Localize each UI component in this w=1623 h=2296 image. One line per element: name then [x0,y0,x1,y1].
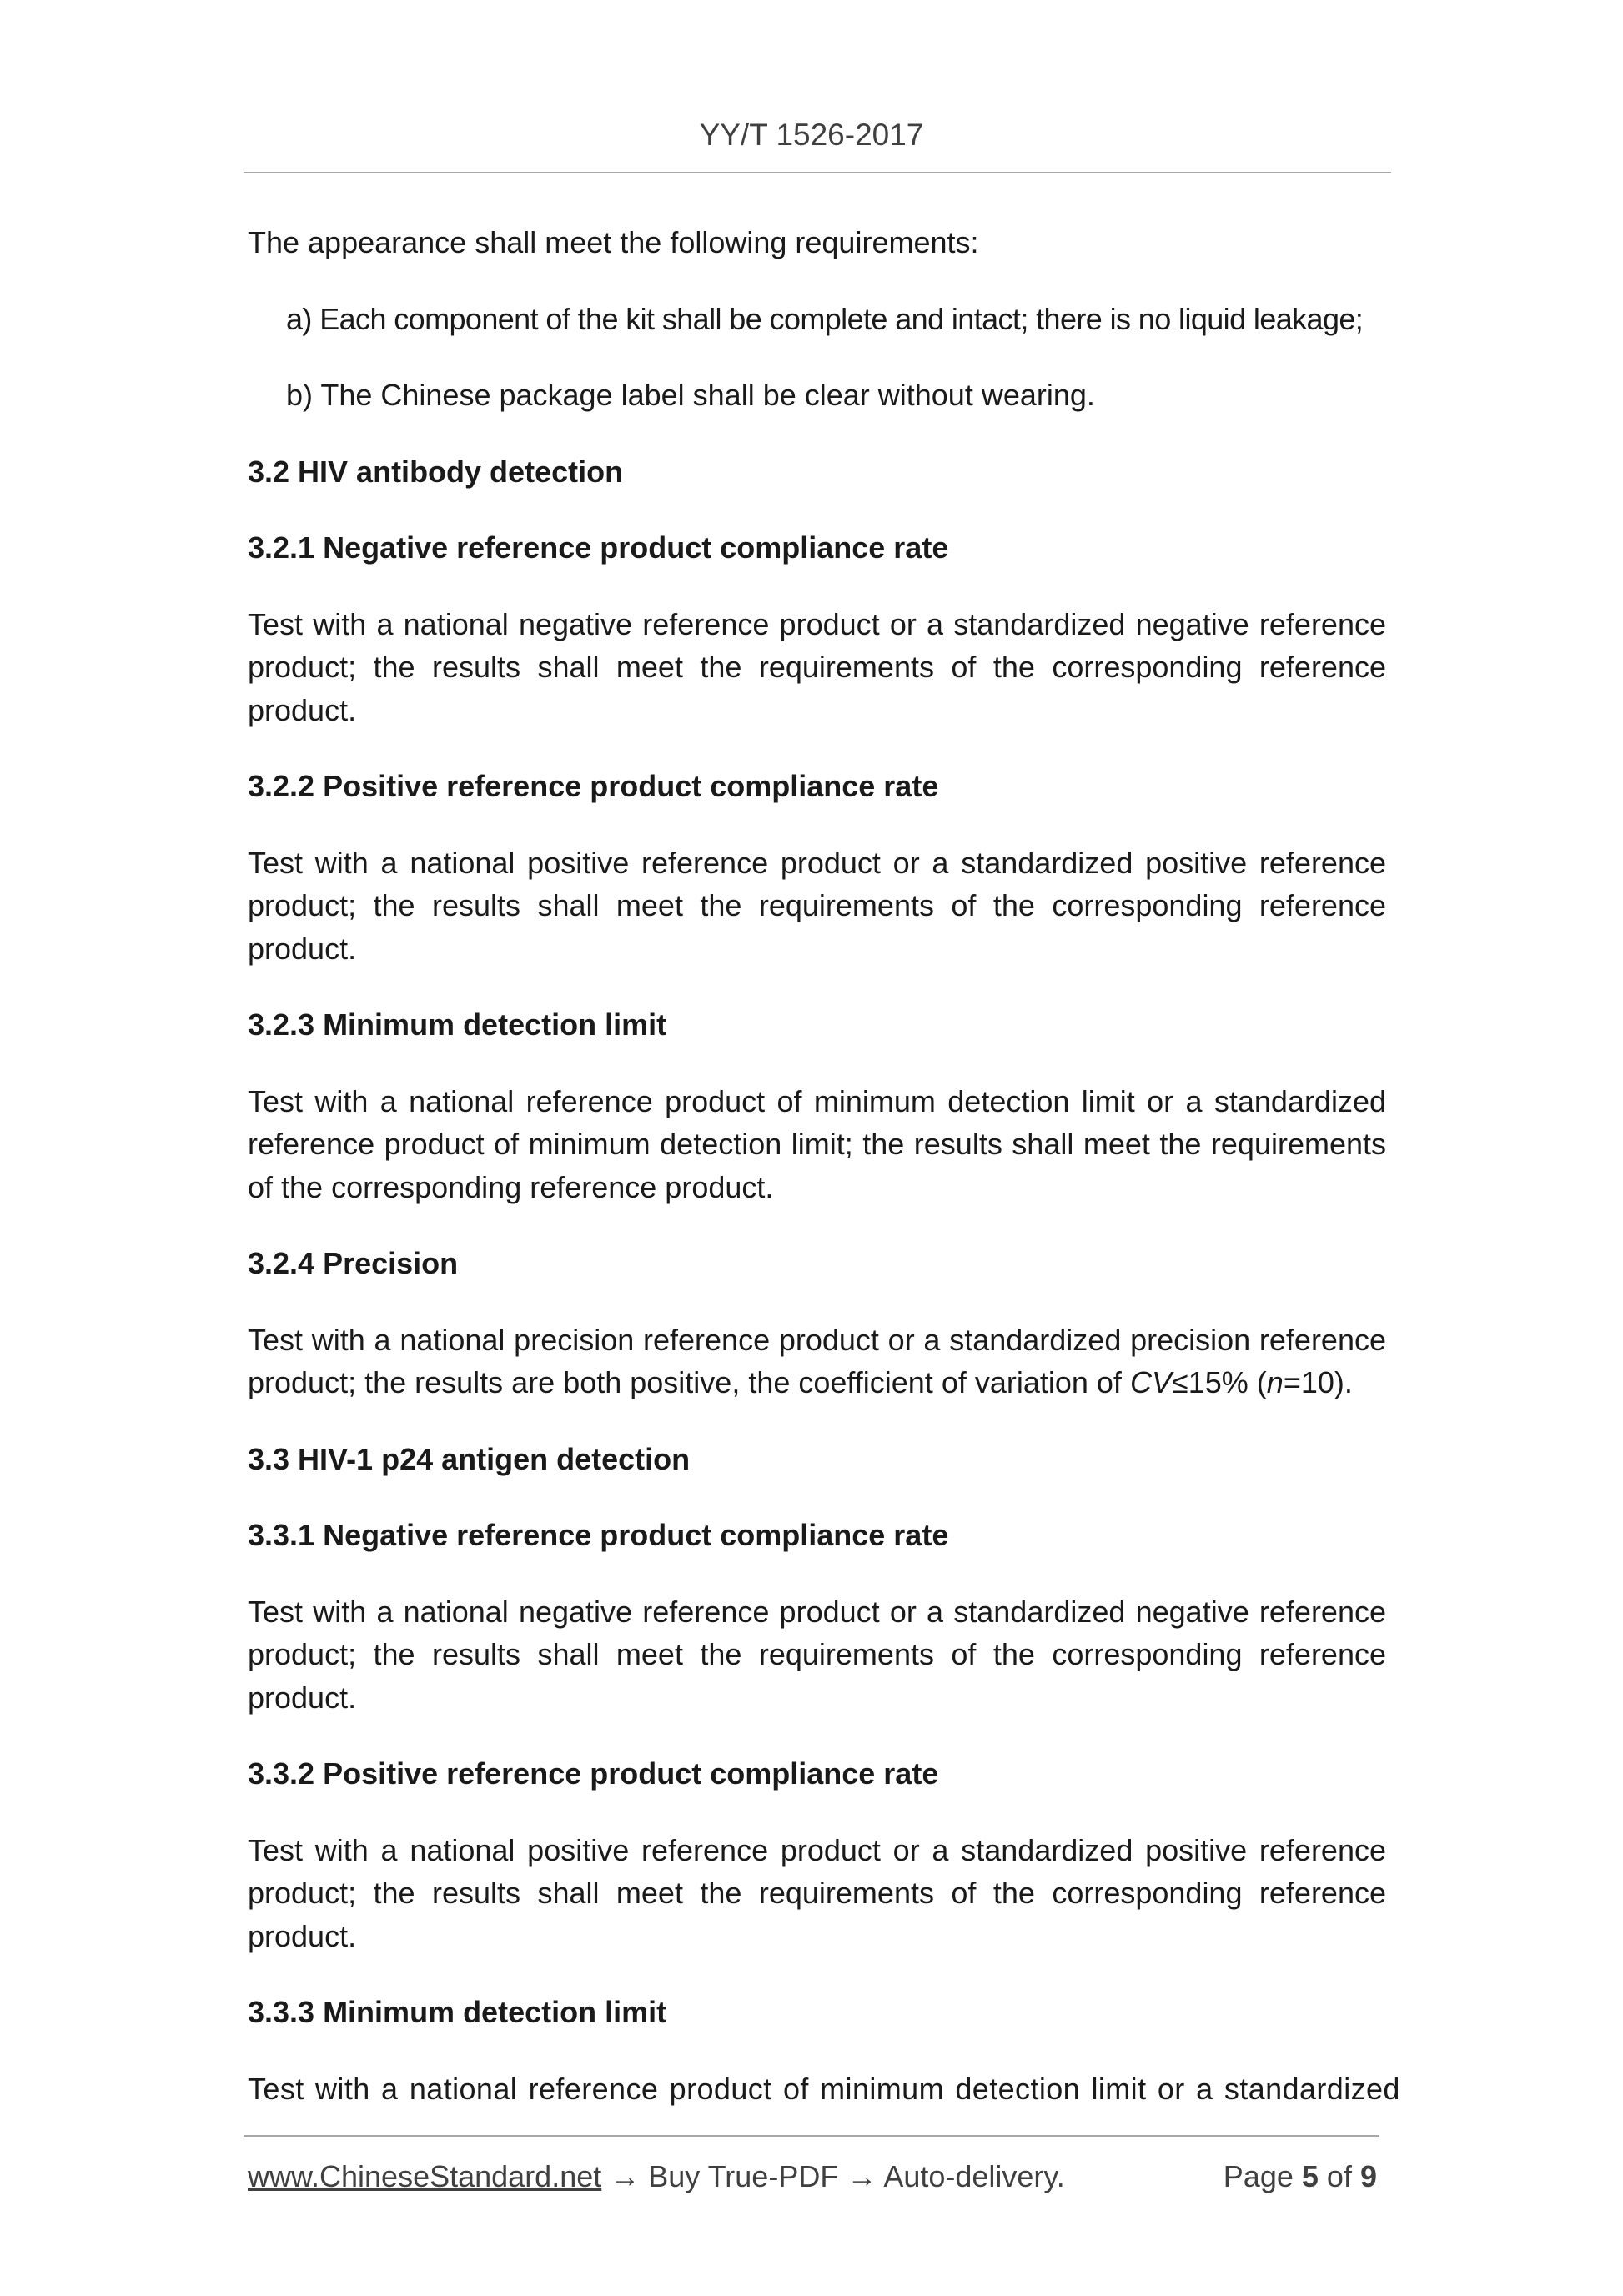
paragraph-3-3-2: Test with a national positive reference product or a standardized positive reference product; the results shall meet the requirements of the corresponding reference product. [248,1832,1386,1953]
list-item-b: b) The Chinese package label shall be clear without wearing. [286,378,1095,412]
document-code-header: YY/T 1526-2017 [699,118,924,152]
list-item-a: a) Each component of the kit shall be complete and intact; there is no liquid leakage; [286,301,1364,336]
page-current: 5 [1301,2159,1319,2193]
footer-divider [244,2135,1379,2137]
paragraph-3-2-4-text-a: Test with a national precision reference product or a standardized precision reference product; the results are both positive, the coefficient of variation of [248,1322,1386,1399]
website-link[interactable]: www.ChineseStandard.net [248,2159,602,2193]
page-footer [248,2158,1384,2195]
paragraph-3-2-4 [248,1319,1386,1404]
page-word: Page [1223,2159,1294,2193]
header-divider [244,172,1391,173]
section-heading-3-2-2: 3.2.2 Positive reference product compliance rate [248,769,939,803]
paragraph-3-2-2: Test with a national positive reference product or a standardized positive reference product; the results shall meet the requirements of the corresponding reference product. [248,845,1386,966]
paragraph-3-2-4-text-b: ≤15% ( [1171,1365,1267,1399]
paragraph-3-3-1: Test with a national negative reference product or a standardized negative reference product; the results shall meet the requirements of the corresponding reference product. [248,1594,1386,1715]
section-heading-3-3-1: 3.3.1 Negative reference product compliance rate [248,1518,949,1552]
section-heading-3-2: 3.2 HIV antibody detection [248,454,624,489]
section-heading-3-2-1: 3.2.1 Negative reference product compliance rate [248,530,949,565]
section-heading-3-3-3: 3.3.3 Minimum detection limit [248,1995,667,2029]
paragraph-3-2-4-text-c: =10). [1283,1365,1353,1399]
paragraph-3-2-3: Test with a national reference product of minimum detection limit or a standardized reference product of minimum detection limit; the results shall meet the requirements of the corresponding reference product. [248,1083,1386,1204]
paragraph-3-2-1: Test with a national negative reference product or a standardized negative reference product; the results shall meet the requirements of the corresponding reference product. [248,606,1386,727]
intro-paragraph: The appearance shall meet the following requirements: [248,225,979,259]
section-heading-3-2-4: 3.2.4 Precision [248,1246,459,1280]
page-total: 9 [1359,2159,1377,2193]
cv-symbol: CV [1129,1365,1172,1399]
page-of-word: of [1326,2159,1352,2193]
page-number [1224,2158,1377,2195]
section-heading-3-2-3: 3.2.3 Minimum detection limit [248,1007,667,1042]
n-symbol: n [1266,1365,1284,1399]
footer-promo-text: → Buy True-PDF → Auto-delivery. [601,2159,1065,2193]
section-heading-3-3: 3.3 HIV-1 p24 antigen detection [248,1441,691,1476]
section-heading-3-3-2: 3.3.2 Positive reference product compliance rate [248,1756,939,1791]
document-body [248,221,1400,2143]
paragraph-3-3-3: Test with a national reference product of minimum detection limit or a standardized [248,2071,1400,2106]
